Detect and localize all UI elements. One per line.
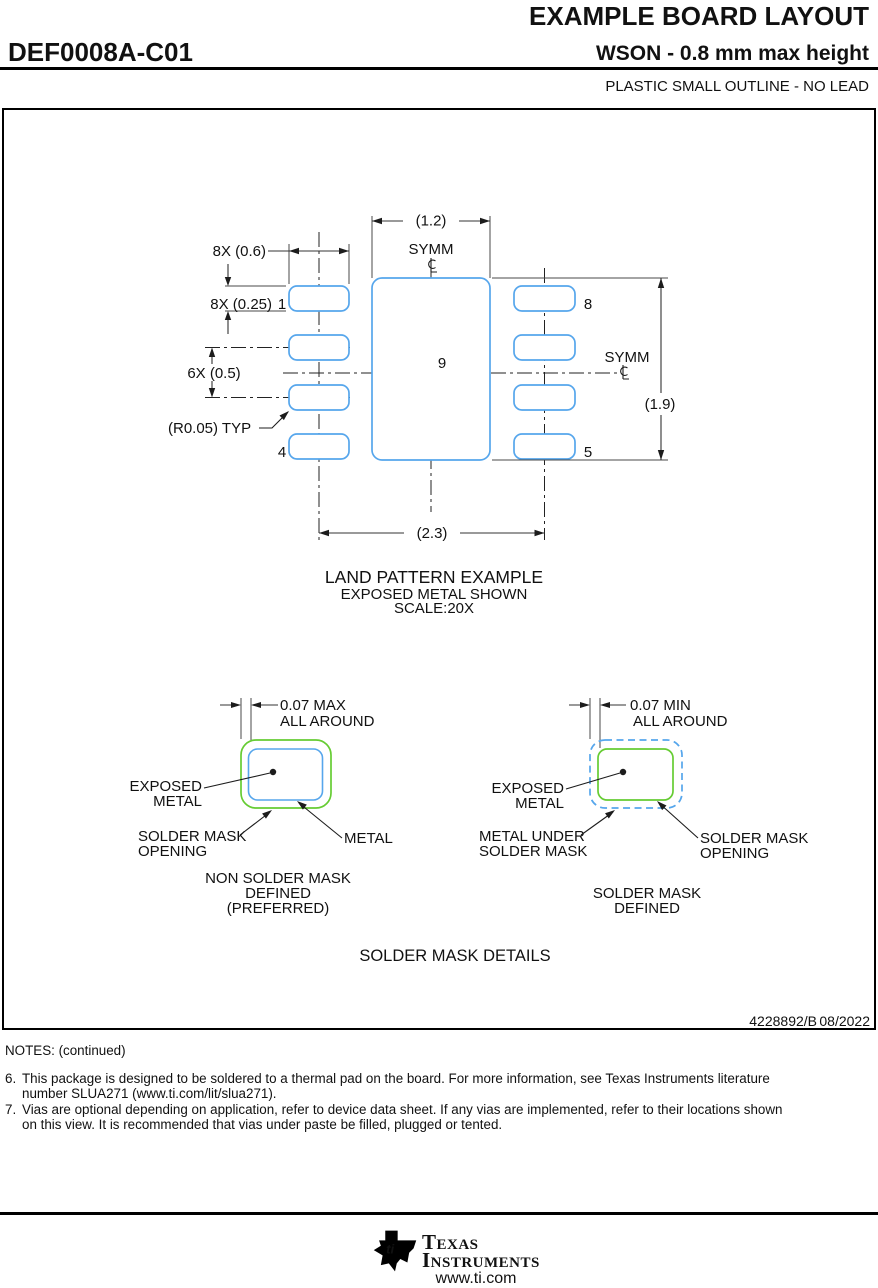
- package-type: WSON - 0.8 mm max height: [595, 42, 869, 65]
- note-7-number: 7.: [5, 1101, 17, 1117]
- smd-figure: [479, 697, 808, 917]
- pad-8: [514, 286, 575, 311]
- pin-9-label: 9: [437, 355, 447, 372]
- ti-logo-monogram: ti: [386, 1241, 395, 1257]
- dim-pad-height: [210, 264, 286, 334]
- nsmd-caption-2: DEFINED: [245, 885, 311, 902]
- symm-top: [409, 241, 454, 272]
- package-family: PLASTIC SMALL OUTLINE - NO LEAD: [605, 78, 869, 95]
- land-pattern-subtitle: EXPOSED METAL SHOWN: [340, 586, 528, 603]
- smd-exposed-label-1: EXPOSED: [491, 780, 564, 797]
- part-number: DEF0008A-C01: [8, 37, 193, 67]
- footer-rule: [0, 1212, 878, 1215]
- note-6-text-line2: number SLUA271 (www.ti.com/lit/slua271).: [22, 1086, 277, 1101]
- brand-texas: Texas: [422, 1230, 479, 1254]
- dim-pitch: [187, 348, 240, 398]
- pad-7: [514, 335, 575, 360]
- dim-width-label: (2.3): [416, 525, 448, 542]
- pad-5: [514, 434, 575, 459]
- sheet-title: EXAMPLE BOARD LAYOUT: [529, 1, 869, 31]
- document-number: 4228892/B: [749, 1013, 817, 1028]
- symm-right: [605, 349, 650, 379]
- note-6-number: 6.: [5, 1070, 17, 1086]
- pad-4: [289, 434, 349, 459]
- brand-instruments: Instruments: [422, 1248, 540, 1272]
- header-rule: [0, 67, 878, 70]
- land-pattern-drawing: [4, 110, 874, 1028]
- note-item-7: [5, 1102, 873, 1133]
- smd-under-label-1: METAL UNDER: [479, 828, 585, 845]
- centerline-symbol-top: [429, 258, 437, 272]
- notes-heading: NOTES: (continued): [5, 1043, 126, 1058]
- nsmd-opening-label-1: SOLDER MASK: [138, 828, 247, 845]
- nsmd-opening-label-2: OPENING: [138, 843, 208, 860]
- land-pattern-title: LAND PATTERN EXAMPLE: [324, 567, 544, 587]
- smd-dim-note: ALL AROUND: [633, 713, 728, 730]
- dim-pitch-label: 6X (0.5): [187, 365, 241, 382]
- smd-caption-2: DEFINED: [614, 900, 680, 917]
- dim-pad-width-label: 8X (0.6): [212, 243, 266, 260]
- nsmd-metal-shape: [249, 749, 323, 800]
- symm-right-label: SYMM: [604, 349, 650, 366]
- title-block: [749, 1013, 870, 1028]
- smd-solder-mask-opening-shape: [598, 749, 673, 800]
- smd-exposed-metal-point: [620, 769, 626, 775]
- thermal-pad-9: [372, 278, 490, 460]
- pad-6: [514, 385, 575, 410]
- nsmd-exposed-label-2: METAL: [153, 793, 202, 810]
- note-item-6: [5, 1071, 873, 1102]
- dim-corner-radius-label: (R0.05) TYP: [168, 420, 252, 437]
- dim-pad-height-label: 8X (0.25): [210, 296, 272, 313]
- smd-opening-label-2: OPENING: [700, 845, 770, 862]
- smd-under-label-2: SOLDER MASK: [479, 843, 588, 860]
- land-pattern-caption: [325, 567, 543, 617]
- dim-width: [319, 525, 545, 542]
- ti-logo-icon: [372, 1228, 418, 1274]
- nsmd-metal-label: METAL: [344, 830, 393, 847]
- dim-center-pad-width-label: (1.2): [415, 212, 447, 230]
- smd-exposed-label-2: METAL: [515, 795, 564, 812]
- pad-3: [289, 385, 349, 410]
- centerline-symbol-right: [621, 365, 629, 379]
- nsmd-dim-value: 0.07 MAX: [280, 697, 346, 714]
- pad-2: [289, 335, 349, 360]
- smd-dim-value: 0.07 MIN: [630, 697, 691, 714]
- website-url: www.ti.com: [435, 1270, 517, 1287]
- note-7-text-line2: on this view. It is recommended that vias under paste be filled, plugged or tented.: [22, 1117, 503, 1132]
- pad-1: [289, 286, 349, 311]
- pin-5-label: 5: [583, 444, 593, 461]
- smd-caption-1: SOLDER MASK: [592, 885, 702, 902]
- revision-date: 08/2022: [819, 1013, 870, 1028]
- note-6-text-line1: This package is designed to be soldered to a thermal pad on the board. For more information, see Texas Instruments literature: [22, 1070, 770, 1086]
- nsmd-caption-3: (PREFERRED): [226, 900, 330, 917]
- smd-opening-label-1: SOLDER MASK: [700, 830, 809, 847]
- dim-height-label: (1.9): [644, 396, 676, 413]
- nsmd-exposed-metal-point: [270, 769, 276, 775]
- nsmd-exposed-label-1: EXPOSED: [129, 778, 202, 795]
- nsmd-figure: [129, 697, 392, 917]
- nsmd-dim-note: ALL AROUND: [280, 713, 375, 730]
- pin-4-label: 4: [277, 444, 287, 461]
- pin-8-label: 8: [583, 296, 593, 313]
- dim-corner-radius: [168, 409, 291, 437]
- symm-top-label: SYMM: [408, 241, 454, 258]
- drawing-frame: [2, 108, 876, 1030]
- pads: [289, 278, 575, 460]
- dim-pad-width: [213, 243, 349, 284]
- nsmd-caption-1: NON SOLDER MASK: [205, 870, 351, 887]
- pin-1-label: 1: [277, 296, 287, 313]
- land-pattern-scale: SCALE:20X: [393, 600, 475, 617]
- notes-section: [5, 1043, 873, 1133]
- solder-mask-details-title: SOLDER MASK DETAILS: [359, 947, 551, 965]
- note-7-text-line1: Vias are optional depending on application, refer to device data sheet. If any vias are implemented, refer to their locations shown: [22, 1101, 783, 1117]
